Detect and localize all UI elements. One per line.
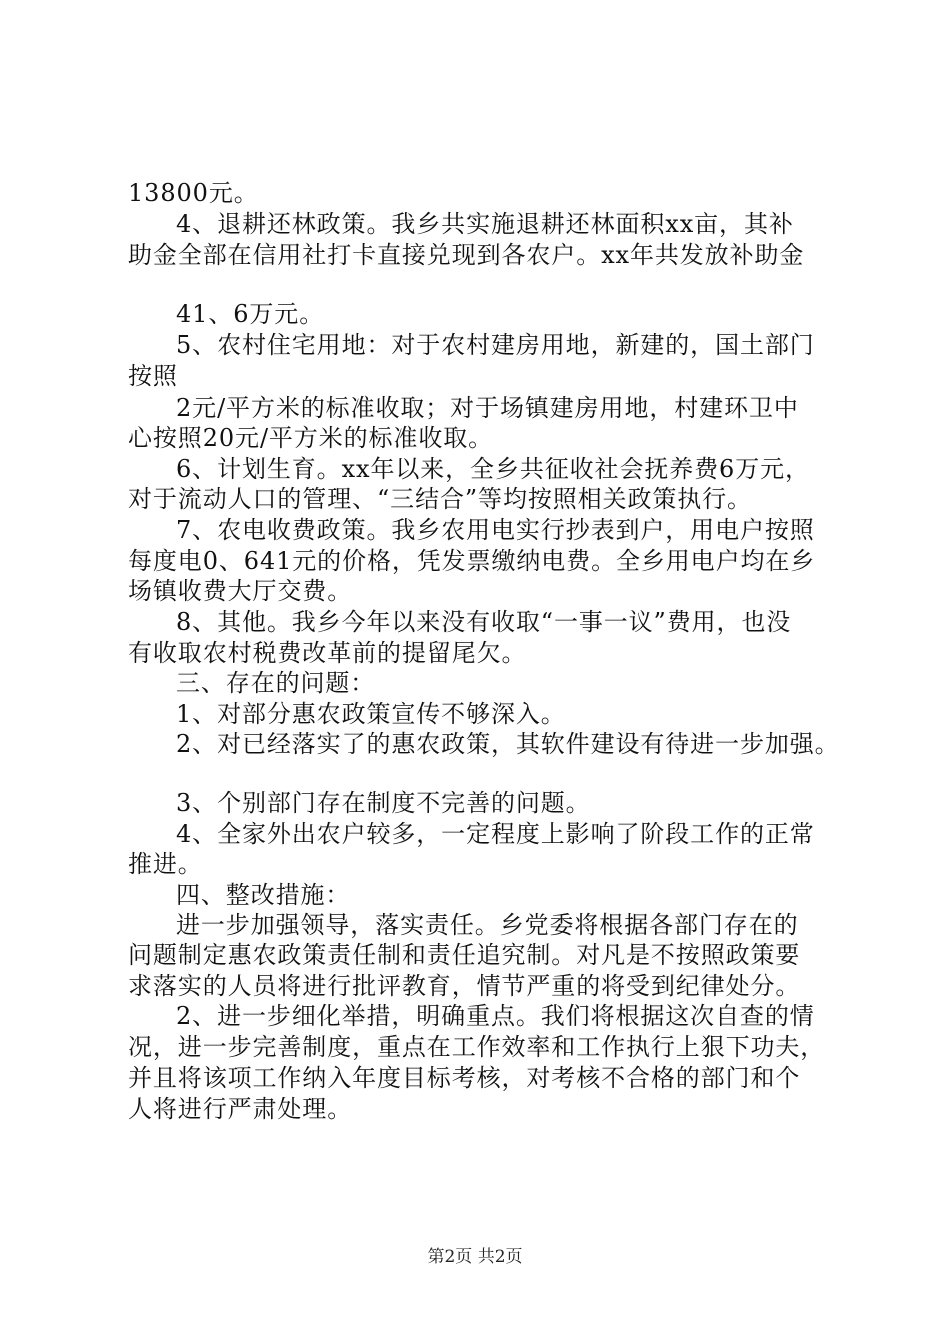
text-line: 8、其他。我乡今年以来没有收取“一事一议”费用，也没 [176,608,792,636]
text-line: 6、计划生育。xx年以来，全乡共征收社会抚养费6万元， [176,455,810,483]
text-line: 13800元。 [128,179,259,207]
text-line: 5、农村住宅用地：对于农村建房用地，新建的，国土部门 [176,331,815,359]
text-line: 2、对已经落实了的惠农政策，其软件建设有待进一步加强。 [176,730,840,758]
text-line: 人将进行严肃处理。 [128,1095,353,1123]
text-line: 7、农电收费政策。我乡农用电实行抄表到户，用电户按照 [176,516,815,544]
text-line: 有收取农村税费改革前的提留尾欠。 [128,639,527,667]
text-line: 4、退耕还林政策。我乡共实施退耕还林面积xx亩，其补 [176,210,794,238]
text-line: 4、全家外出农户较多，一定程度上影响了阶段工作的正常 [176,820,815,848]
text-line: 心按照20元/平方米的标准收取。 [128,424,494,452]
text-line: 进一步加强领导，落实责任。乡党委将根据各部门存在的 [176,911,799,939]
text-line: 推进。 [128,850,203,878]
text-line: 3、个别部门存在制度不完善的问题。 [176,789,591,817]
text-line: 况，进一步完善制度，重点在工作效率和工作执行上狠下功夫， [128,1033,826,1061]
text-line: 求落实的人员将进行批评教育，情节严重的将受到纪律处分。 [128,972,801,1000]
text-line: 2元/平方米的标准收取；对于场镇建房用地，村建环卫中 [176,394,799,422]
text-line: 场镇收费大厅交费。 [128,577,353,605]
text-line: 并且将该项工作纳入年度目标考核，对考核不合格的部门和个 [128,1064,801,1092]
text-line: 2、进一步细化举措，明确重点。我们将根据这次自查的情 [176,1002,815,1030]
text-line: 每度电0、641元的价格，凭发票缴纳电费。全乡用电户均在乡 [128,547,816,575]
text-line: 1、对部分惠农政策宣传不够深入。 [176,700,566,728]
text-line: 问题制定惠农政策责任制和责任追究制。对凡是不按照政策要 [128,941,801,969]
page-number-footer: 第2页 共2页 [427,1247,523,1267]
section-heading: 三、存在的问题： [176,669,376,697]
text-line: 对于流动人口的管理、“三结合”等均按照相关政策执行。 [128,485,752,513]
text-line: 助金全部在信用社打卡直接兑现到各农户。xx年共发放补助金 [128,241,805,269]
section-heading: 四、整改措施： [176,881,351,909]
text-line: 按照 [128,362,178,390]
text-line: 41、6万元。 [176,300,325,328]
